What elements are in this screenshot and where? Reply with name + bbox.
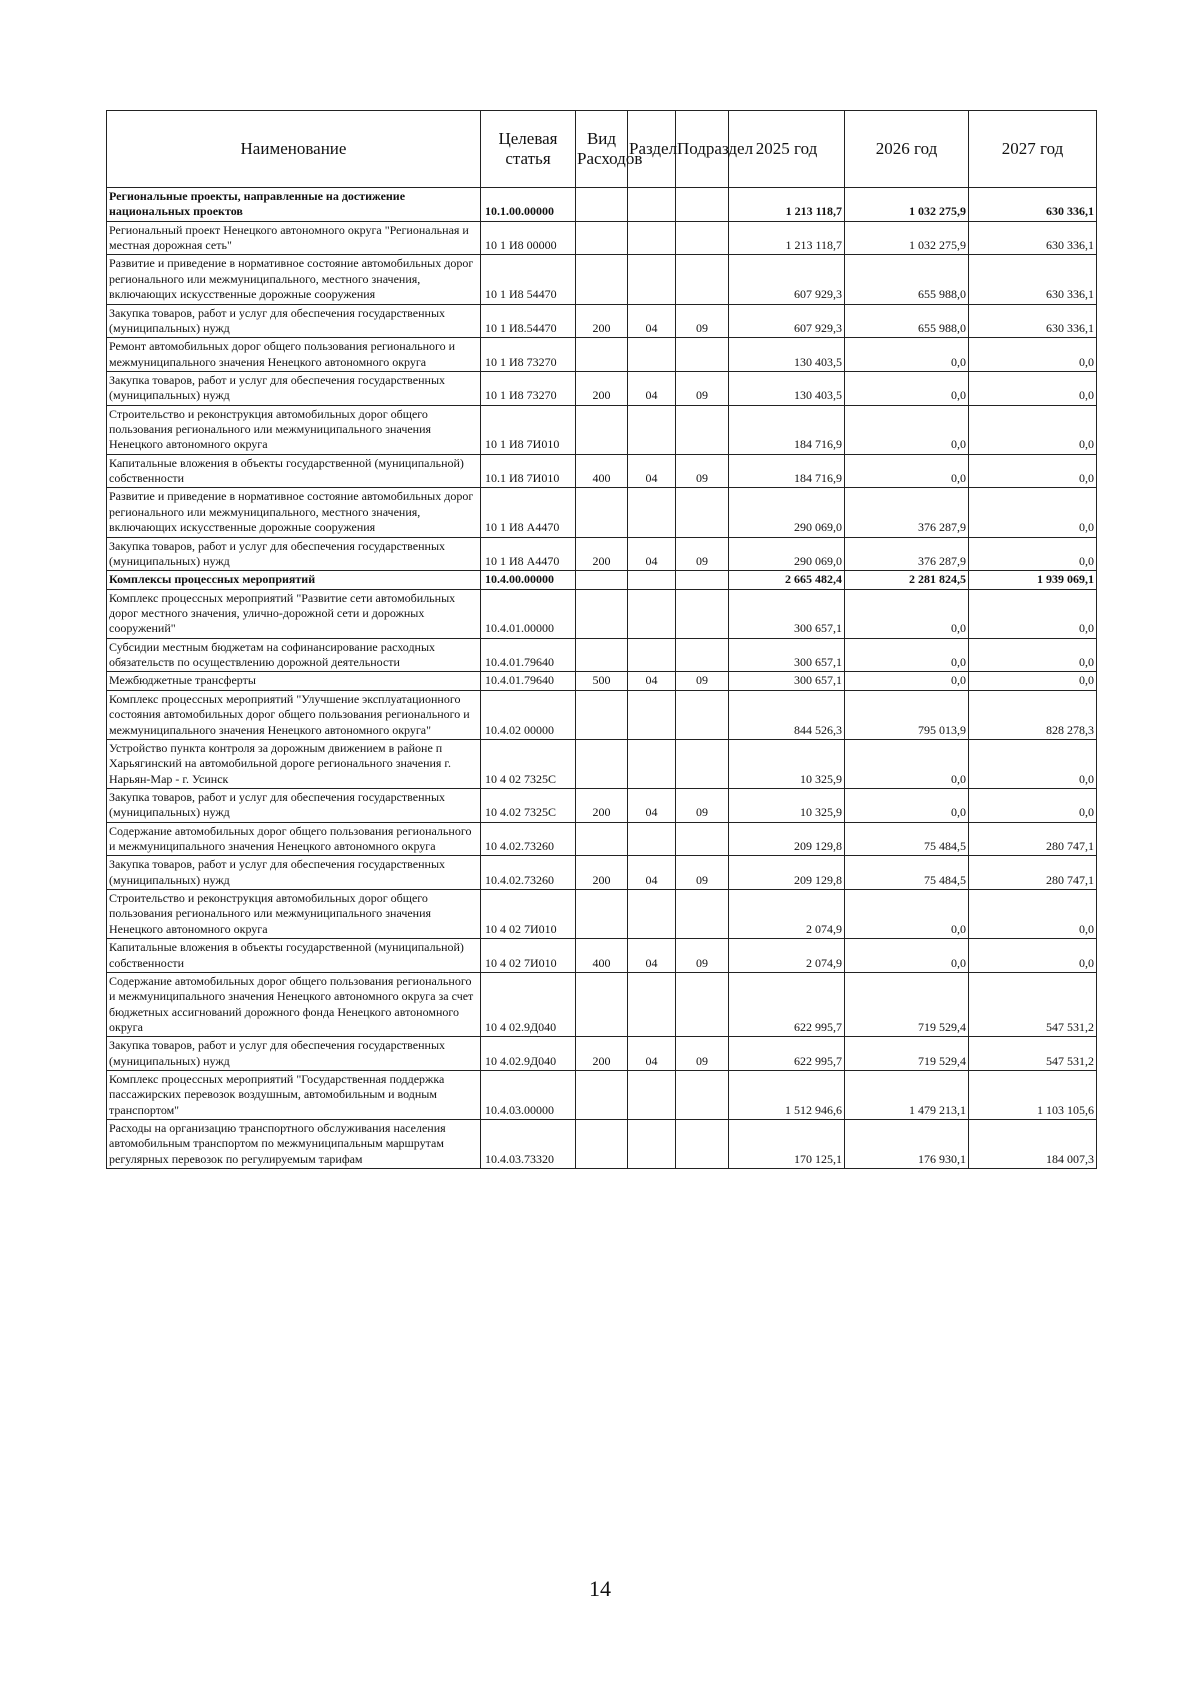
row-target-article: 10 4 02 7325С [481, 739, 576, 788]
row-subsection [676, 405, 729, 454]
row-name: Содержание автомобильных дорог общего пользования регионального и межмуниципального значения Ненецкого автономного округа за счет бюджетных ассигнований дорожного фонда Ненецкого автономного округа [107, 972, 481, 1036]
row-subsection [676, 188, 729, 222]
row-subsection: 09 [676, 856, 729, 890]
table-row [107, 304, 1097, 338]
row-value-2025: 300 657,1 [729, 672, 845, 690]
page-number: 14 [589, 1576, 611, 1601]
row-value-2026: 719 529,4 [845, 972, 969, 1036]
row-target-article: 10 4 02 7И010 [481, 890, 576, 939]
table-row [107, 690, 1097, 739]
table-row [107, 371, 1097, 405]
row-name: Закупка товаров, работ и услуг для обеспечения государственных (муниципальных) нужд [107, 788, 481, 822]
row-subsection [676, 822, 729, 856]
row-subsection: 09 [676, 672, 729, 690]
table-row [107, 856, 1097, 890]
row-subsection [676, 589, 729, 638]
row-value-2027: 1 939 069,1 [969, 571, 1097, 589]
row-name: Капитальные вложения в объекты государственной (муниципальной) собственности [107, 454, 481, 488]
header-name: Наименование [107, 111, 481, 188]
row-value-2026: 75 484,5 [845, 822, 969, 856]
row-name: Ремонт автомобильных дорог общего пользования регионального и межмуниципального значения Ненецкого автономного округа [107, 338, 481, 372]
row-target-article: 10 1 И8.54470 [481, 304, 576, 338]
row-name: Капитальные вложения в объекты государственной (муниципальной) собственности [107, 939, 481, 973]
row-name: Региональные проекты, направленные на достижение национальных проектов [107, 188, 481, 222]
table-row [107, 405, 1097, 454]
row-subsection [676, 488, 729, 537]
row-name: Субсидии местным бюджетам на софинансирование расходных обязательств по осуществлению дорожной деятельности [107, 638, 481, 672]
row-expense-type: 400 [576, 454, 628, 488]
row-expense-type [576, 338, 628, 372]
row-value-2025: 607 929,3 [729, 255, 845, 304]
row-name: Развитие и приведение в нормативное состояние автомобильных дорог регионального или межмуниципального, местного значения, включающих искусственные дорожные сооружения [107, 488, 481, 537]
row-expense-type [576, 1071, 628, 1120]
row-subsection: 09 [676, 1037, 729, 1071]
row-target-article: 10.4.03.73320 [481, 1120, 576, 1169]
row-expense-type [576, 571, 628, 589]
table-row [107, 788, 1097, 822]
row-value-2026: 0,0 [845, 405, 969, 454]
row-name: Устройство пункта контроля за дорожным движением в районе п Харьягинский на автомобильной дороге регионального значения г. Нарьян-Мар - г. Усинск [107, 739, 481, 788]
header-year-2026: 2026 год [845, 111, 969, 188]
row-section [628, 255, 676, 304]
row-value-2026: 655 988,0 [845, 255, 969, 304]
row-target-article: 10.4.00.00000 [481, 571, 576, 589]
row-value-2026: 2 281 824,5 [845, 571, 969, 589]
row-section [628, 589, 676, 638]
row-value-2026: 795 013,9 [845, 690, 969, 739]
row-section: 04 [628, 537, 676, 571]
row-name: Межбюджетные трансферты [107, 672, 481, 690]
table-body [107, 188, 1097, 1169]
row-target-article: 10 4.02.9Д040 [481, 1037, 576, 1071]
row-target-article: 10 4.02.73260 [481, 822, 576, 856]
row-value-2025: 209 129,8 [729, 856, 845, 890]
row-value-2027: 0,0 [969, 537, 1097, 571]
row-section: 04 [628, 939, 676, 973]
row-subsection [676, 1071, 729, 1120]
row-expense-type [576, 690, 628, 739]
row-name: Комплексы процессных мероприятий [107, 571, 481, 589]
row-expense-type: 200 [576, 1037, 628, 1071]
table-row [107, 1120, 1097, 1169]
row-target-article: 10 4.02 7325С [481, 788, 576, 822]
row-subsection [676, 690, 729, 739]
row-section [628, 890, 676, 939]
row-expense-type [576, 890, 628, 939]
row-subsection [676, 571, 729, 589]
row-name: Закупка товаров, работ и услуг для обеспечения государственных (муниципальных) нужд [107, 537, 481, 571]
row-value-2025: 184 716,9 [729, 454, 845, 488]
table-row [107, 638, 1097, 672]
row-name: Закупка товаров, работ и услуг для обеспечения государственных (муниципальных) нужд [107, 371, 481, 405]
table-row [107, 537, 1097, 571]
row-value-2027: 1 103 105,6 [969, 1071, 1097, 1120]
row-expense-type [576, 638, 628, 672]
row-target-article: 10.4.02 00000 [481, 690, 576, 739]
row-value-2025: 2 074,9 [729, 890, 845, 939]
header-section: Раздел [628, 111, 676, 188]
row-value-2026: 1 032 275,9 [845, 188, 969, 222]
row-value-2027: 0,0 [969, 638, 1097, 672]
row-name: Закупка товаров, работ и услуг для обеспечения государственных (муниципальных) нужд [107, 856, 481, 890]
table-row [107, 589, 1097, 638]
row-value-2027: 0,0 [969, 739, 1097, 788]
row-value-2027: 828 278,3 [969, 690, 1097, 739]
row-value-2025: 130 403,5 [729, 338, 845, 372]
row-name: Развитие и приведение в нормативное состояние автомобильных дорог регионального или межмуниципального, местного значения, включающих искусственные дорожные сооружения [107, 255, 481, 304]
row-value-2025: 209 129,8 [729, 822, 845, 856]
row-subsection [676, 739, 729, 788]
row-value-2027: 280 747,1 [969, 822, 1097, 856]
row-target-article: 10 1 И8 00000 [481, 221, 576, 255]
row-value-2025: 290 069,0 [729, 537, 845, 571]
row-name: Содержание автомобильных дорог общего пользования регионального и межмуниципального значения Ненецкого автономного округа [107, 822, 481, 856]
row-value-2026: 0,0 [845, 739, 969, 788]
table-row [107, 221, 1097, 255]
row-subsection: 09 [676, 788, 729, 822]
row-value-2025: 607 929,3 [729, 304, 845, 338]
row-value-2026: 0,0 [845, 890, 969, 939]
row-target-article: 10.4.01.79640 [481, 638, 576, 672]
row-value-2025: 10 325,9 [729, 788, 845, 822]
row-subsection: 09 [676, 304, 729, 338]
table-row [107, 890, 1097, 939]
row-subsection: 09 [676, 537, 729, 571]
row-value-2027: 0,0 [969, 338, 1097, 372]
table-row [107, 939, 1097, 973]
row-section [628, 405, 676, 454]
row-value-2027: 0,0 [969, 589, 1097, 638]
row-expense-type [576, 1120, 628, 1169]
row-target-article: 10.4.03.00000 [481, 1071, 576, 1120]
row-target-article: 10 4 02.9Д040 [481, 972, 576, 1036]
row-expense-type: 500 [576, 672, 628, 690]
row-value-2027: 0,0 [969, 672, 1097, 690]
row-expense-type [576, 972, 628, 1036]
row-target-article: 10.4.01.79640 [481, 672, 576, 690]
row-value-2027: 0,0 [969, 405, 1097, 454]
row-target-article: 10.1.00.00000 [481, 188, 576, 222]
row-section [628, 188, 676, 222]
row-expense-type [576, 405, 628, 454]
table-row [107, 822, 1097, 856]
row-section [628, 488, 676, 537]
table-row [107, 454, 1097, 488]
row-value-2026: 0,0 [845, 338, 969, 372]
row-section [628, 571, 676, 589]
row-value-2027: 630 336,1 [969, 304, 1097, 338]
row-value-2026: 1 479 213,1 [845, 1071, 969, 1120]
row-section: 04 [628, 371, 676, 405]
row-value-2027: 280 747,1 [969, 856, 1097, 890]
row-value-2026: 376 287,9 [845, 537, 969, 571]
row-target-article: 10.4.01.00000 [481, 589, 576, 638]
row-target-article: 10 1 И8 7И010 [481, 405, 576, 454]
row-value-2025: 130 403,5 [729, 371, 845, 405]
row-value-2026: 1 032 275,9 [845, 221, 969, 255]
row-subsection [676, 972, 729, 1036]
row-value-2027: 0,0 [969, 454, 1097, 488]
table-row [107, 972, 1097, 1036]
row-value-2026: 376 287,9 [845, 488, 969, 537]
row-value-2026: 75 484,5 [845, 856, 969, 890]
row-section: 04 [628, 672, 676, 690]
row-value-2026: 0,0 [845, 454, 969, 488]
header-target-article: Целевая статья [481, 111, 576, 188]
row-subsection [676, 338, 729, 372]
row-section [628, 690, 676, 739]
row-name: Закупка товаров, работ и услуг для обеспечения государственных (муниципальных) нужд [107, 304, 481, 338]
row-value-2027: 0,0 [969, 488, 1097, 537]
row-section [628, 739, 676, 788]
row-section [628, 338, 676, 372]
row-value-2027: 184 007,3 [969, 1120, 1097, 1169]
row-value-2025: 170 125,1 [729, 1120, 845, 1169]
row-expense-type: 200 [576, 371, 628, 405]
row-section: 04 [628, 856, 676, 890]
table-row [107, 1071, 1097, 1120]
row-expense-type [576, 488, 628, 537]
row-expense-type [576, 822, 628, 856]
row-value-2027: 547 531,2 [969, 1037, 1097, 1071]
budget-table [106, 110, 1097, 1169]
row-expense-type [576, 589, 628, 638]
header-expense-type: Вид Расходов [576, 111, 628, 188]
row-section: 04 [628, 304, 676, 338]
row-section [628, 221, 676, 255]
row-value-2025: 2 665 482,4 [729, 571, 845, 589]
row-expense-type: 200 [576, 788, 628, 822]
row-target-article: 10 1 И8 54470 [481, 255, 576, 304]
row-name: Региональный проект Ненецкого автономного округа "Региональная и местная дорожная сеть" [107, 221, 481, 255]
row-expense-type [576, 739, 628, 788]
table-row [107, 188, 1097, 222]
row-value-2025: 1 213 118,7 [729, 188, 845, 222]
header-subsection: Подраздел [676, 111, 729, 188]
row-value-2025: 844 526,3 [729, 690, 845, 739]
row-value-2025: 1 512 946,6 [729, 1071, 845, 1120]
row-subsection [676, 255, 729, 304]
row-subsection: 09 [676, 371, 729, 405]
row-section [628, 822, 676, 856]
row-value-2025: 1 213 118,7 [729, 221, 845, 255]
row-subsection: 09 [676, 454, 729, 488]
row-target-article: 10 1 И8 А4470 [481, 537, 576, 571]
row-value-2025: 622 995,7 [729, 1037, 845, 1071]
row-section [628, 1071, 676, 1120]
row-expense-type: 200 [576, 856, 628, 890]
row-name: Строительство и реконструкция автомобильных дорог общего пользования регионального или межмуниципального значения Ненецкого автономного округа [107, 890, 481, 939]
row-target-article: 10 1 И8 73270 [481, 371, 576, 405]
row-value-2025: 2 074,9 [729, 939, 845, 973]
row-section: 04 [628, 1037, 676, 1071]
row-subsection [676, 638, 729, 672]
row-subsection [676, 221, 729, 255]
row-target-article: 10.1 И8 7И010 [481, 454, 576, 488]
row-section: 04 [628, 454, 676, 488]
table-header-row [107, 111, 1097, 188]
row-name: Расходы на организацию транспортного обслуживания населения автомобильным транспортом по межмуниципальным маршрутам регулярных перевозок по регулируемым тарифам [107, 1120, 481, 1169]
row-value-2026: 176 930,1 [845, 1120, 969, 1169]
row-name: Комплекс процессных мероприятий "Улучшение эксплуатационного состояния автомобильных дорог общего пользования регионального и межмуниципального значения Ненецкого автономного округа" [107, 690, 481, 739]
row-name: Комплекс процессных мероприятий "Развитие сети автомобильных дорог местного значения, улично-дорожной сети и дорожных сооружений" [107, 589, 481, 638]
row-value-2027: 630 336,1 [969, 255, 1097, 304]
row-value-2026: 0,0 [845, 371, 969, 405]
row-value-2026: 0,0 [845, 788, 969, 822]
row-value-2027: 630 336,1 [969, 221, 1097, 255]
row-expense-type: 200 [576, 304, 628, 338]
row-target-article: 10 1 И8 73270 [481, 338, 576, 372]
row-value-2027: 0,0 [969, 788, 1097, 822]
row-value-2025: 300 657,1 [729, 589, 845, 638]
row-value-2027: 547 531,2 [969, 972, 1097, 1036]
row-value-2026: 655 988,0 [845, 304, 969, 338]
row-value-2027: 630 336,1 [969, 188, 1097, 222]
table-row [107, 338, 1097, 372]
row-section [628, 638, 676, 672]
table-row [107, 255, 1097, 304]
row-expense-type [576, 221, 628, 255]
row-value-2026: 0,0 [845, 672, 969, 690]
row-section: 04 [628, 788, 676, 822]
row-target-article: 10.4.02.73260 [481, 856, 576, 890]
table-row [107, 1037, 1097, 1071]
row-expense-type [576, 255, 628, 304]
table-row [107, 739, 1097, 788]
table-row [107, 672, 1097, 690]
row-value-2026: 0,0 [845, 638, 969, 672]
row-value-2027: 0,0 [969, 890, 1097, 939]
row-name: Строительство и реконструкция автомобильных дорог общего пользования регионального или межмуниципального значения Ненецкого автономного округа [107, 405, 481, 454]
row-value-2026: 0,0 [845, 589, 969, 638]
header-year-2025: 2025 год [729, 111, 845, 188]
row-value-2025: 300 657,1 [729, 638, 845, 672]
row-value-2027: 0,0 [969, 371, 1097, 405]
row-value-2027: 0,0 [969, 939, 1097, 973]
row-name: Комплекс процессных мероприятий "Государственная поддержка пассажирских перевозок воздушным, автомобильным и водным транспортом" [107, 1071, 481, 1120]
table-row [107, 488, 1097, 537]
row-expense-type [576, 188, 628, 222]
row-subsection [676, 1120, 729, 1169]
row-section [628, 972, 676, 1036]
row-section [628, 1120, 676, 1169]
table-row [107, 571, 1097, 589]
row-value-2026: 0,0 [845, 939, 969, 973]
row-target-article: 10 1 И8 А4470 [481, 488, 576, 537]
row-subsection [676, 890, 729, 939]
row-expense-type: 400 [576, 939, 628, 973]
row-value-2025: 10 325,9 [729, 739, 845, 788]
row-expense-type: 200 [576, 537, 628, 571]
row-value-2026: 719 529,4 [845, 1037, 969, 1071]
row-target-article: 10 4 02 7И010 [481, 939, 576, 973]
row-name: Закупка товаров, работ и услуг для обеспечения государственных (муниципальных) нужд [107, 1037, 481, 1071]
row-subsection: 09 [676, 939, 729, 973]
row-value-2025: 290 069,0 [729, 488, 845, 537]
row-value-2025: 184 716,9 [729, 405, 845, 454]
header-year-2027: 2027 год [969, 111, 1097, 188]
row-value-2025: 622 995,7 [729, 972, 845, 1036]
